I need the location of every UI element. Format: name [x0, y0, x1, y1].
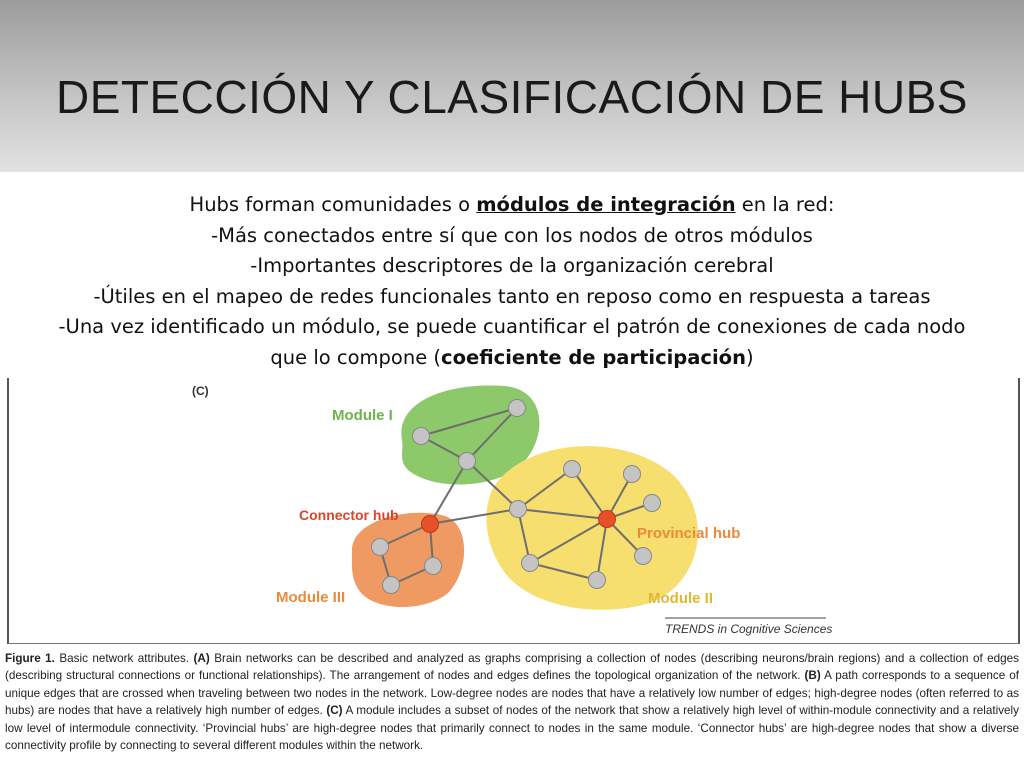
- node: [383, 577, 400, 594]
- node: [413, 428, 430, 445]
- bullet-item: -Importantes descriptores de la organización cerebral: [250, 254, 774, 277]
- intro-after: en la red:: [735, 193, 835, 216]
- node: [509, 400, 526, 417]
- network-diagram: [0, 378, 1024, 648]
- caption-panel-c: (C): [326, 704, 343, 718]
- panel-label: (C): [192, 384, 209, 398]
- module-3-label: Module III: [276, 589, 346, 606]
- caption-text: Brain networks can be described and analyzed as graphs comprising a collection of nodes (describing neurons/brain regions) and a collection of edges (describing structural connections or functional relationships). The arrangement of nodes and edges defines the topological organization of the network.: [5, 652, 1019, 683]
- intro-line: [10, 190, 1014, 221]
- intro-highlight: módulos de integración: [476, 193, 736, 216]
- source-credit: TRENDS in Cognitive Sciences: [665, 622, 833, 636]
- node: [635, 548, 652, 565]
- node: [459, 453, 476, 470]
- node: [425, 558, 442, 575]
- participation-coefficient: coeficiente de participación: [441, 345, 746, 369]
- last-line-after: ): [745, 345, 754, 369]
- caption-text: Basic network attributes.: [54, 652, 194, 665]
- node: [510, 501, 527, 518]
- slide-title: DETECCIÓN Y CLASIFICACIÓN DE HUBS: [56, 71, 968, 123]
- node: [644, 495, 661, 512]
- caption-text: A path corresponds to a sequence of unique edges that are crossed when traveling between two nodes in the network. Low-degree nodes are nodes that have a relatively low number of edges; high-degree nodes (often referred to as hubs) are nodes that have a relatively high number of edges.: [5, 669, 1019, 718]
- bullet-item: -Útiles en el mapeo de redes funcionales tanto en reposo como en respuesta a tareas: [93, 284, 931, 308]
- node: [589, 572, 606, 589]
- bullet-item: -Más conectados entre sí que con los nodos de otros módulos: [211, 223, 813, 247]
- node: [624, 466, 641, 483]
- bullet-item: -Una vez identificado un módulo, se puede cuantificar el patrón de conexiones de cada nodo: [58, 315, 966, 338]
- node: [522, 555, 539, 572]
- module-1-label: Module I: [332, 407, 393, 424]
- figure-caption: [5, 650, 1019, 754]
- connector-hub-label: Connector hub: [299, 507, 399, 523]
- module-3-region: [352, 513, 464, 607]
- caption-figure-label: Figure 1.: [5, 652, 55, 665]
- node: [564, 461, 581, 478]
- provincial-hub-node: [599, 511, 616, 528]
- module-2-label: Module II: [648, 590, 713, 607]
- bullet-last-line: [10, 343, 1014, 374]
- intro-before: Hubs forman comunidades o: [189, 193, 477, 216]
- caption-text: A module includes a subset of nodes of the network that show a relatively high level of within-module connectivity and a relatively low level of intermodule connectivity. ‘Provincial hubs’ are high-degree nodes that primarily connect to nodes in the same module. ‘Connector hubs’ are high-degree nodes that show a diverse connectivity profile by connecting to several different modules within the network.: [5, 704, 1019, 753]
- caption-panel-a: (A): [193, 652, 210, 665]
- node: [372, 539, 389, 556]
- connector-hub-node: [422, 516, 439, 533]
- last-line-before: que lo compone (: [270, 345, 442, 369]
- provincial-hub-label: Provincial hub: [637, 525, 741, 542]
- caption-panel-b: (B): [804, 669, 821, 683]
- bullet-list: [10, 190, 1014, 373]
